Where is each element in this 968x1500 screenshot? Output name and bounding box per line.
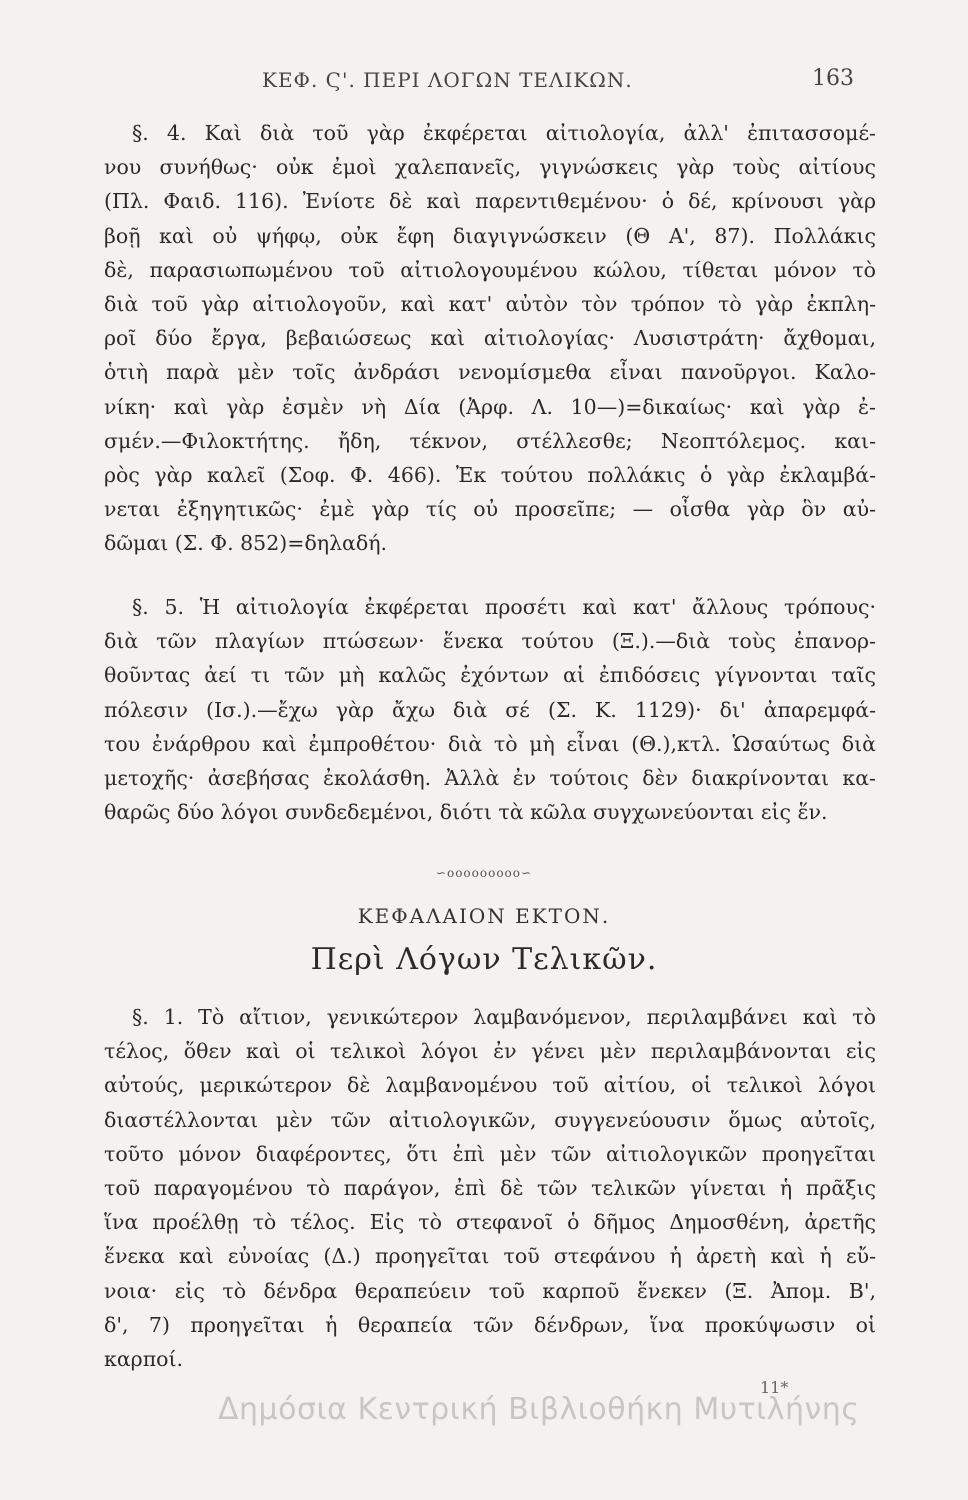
text-line: καρποί. <box>104 1347 184 1372</box>
text-line: διὰ τῶν πλαγίων πτώσεων· ἕνεκα τούτου (Ξ.).—διὰ τοὺς ἐπανορ- <box>104 629 876 654</box>
section-1-paragraph <box>104 1000 876 1376</box>
text-line: δῶμαι (Σ. Φ. 852)=δηλαδή. <box>104 531 388 556</box>
running-head: ΚΕΦ. Ϛ'. ΠΕΡΙ ΛΟΓΩΝ ΤΕΛΙΚΩΝ. <box>262 68 633 92</box>
text-line: αὐτούς, μερικώτερον δὲ λαμβανομένου τοῦ αἰτίου, οἱ τελικοὶ λόγοι <box>104 1073 876 1098</box>
text-line: νου συνήθως· οὐκ ἐμοὶ χαλεπανεῖς, γιγνώσκεις γὰρ τοὺς αἰτίους <box>104 155 876 180</box>
text-line: δ', 7) προηγεῖται ἡ θεραπεία τῶν δένδρων, ἵνα προκύψωσιν οἱ <box>104 1312 876 1337</box>
text-line: νίκη· καὶ γὰρ ἐσμὲν νὴ Δία (Ἀρφ. Λ. 10—)=δικαίως· καὶ γὰρ ἐ- <box>104 394 876 419</box>
section-4-paragraph <box>104 116 876 561</box>
text-line: §. 5. Ἡ αἰτιολογία ἐκφέρεται προσέτι καὶ κατ' ἄλλους τρόπους· <box>132 595 876 619</box>
text-line: σμέν.—Φιλοκτήτης. ἤδη, τέκνον, στέλλεσθε; Νεοπτόλεμος. και- <box>104 428 876 453</box>
text-line: θοῦντας ἀεί τι τῶν μὴ καλῶς ἐχόντων αἱ ἐπιδόσεις γίγνονται ταῖς <box>104 663 876 688</box>
text-line: διὰ τοῦ γὰρ αἰτιολογοῦν, καὶ κατ' αὐτὸν τὸν τρόπον τὸ γὰρ ἐκπλη- <box>104 292 876 317</box>
page-number: 163 <box>812 66 854 91</box>
section-5-paragraph <box>104 590 876 829</box>
chapter-title: Περὶ Λόγων Τελικῶν. <box>310 942 658 977</box>
text-line: νεται ἐξηγητικῶς· ἐμὲ γὰρ τίς οὐ προσεῖπε; — οἶσθα γὰρ ὃν αὐ- <box>104 497 876 522</box>
text-line: ρὸς γὰρ καλεῖ (Σοφ. Φ. 466). Ἐκ τούτου πολλάκις ὁ γὰρ ἐκλαμβά- <box>104 463 876 488</box>
text-line: τοῦ παραγομένου τὸ παράγον, ἐπὶ δὲ τῶν τελικῶν γίνεται ἡ πρᾶξις <box>104 1176 876 1201</box>
text-line: βοῇ καὶ οὐ ψήφῳ, οὐκ ἔφη διαγιγνώσκειν (Θ Α', 87). Πολλάκις <box>104 223 876 248</box>
text-line: πόλεσιν (Ισ.).—ἔχω γὰρ ἄχω διὰ σέ (Σ. Κ. 1129)· δι' ἀπαρεμφά- <box>104 697 876 722</box>
text-line: διαστέλλονται μὲν τῶν αἰτιολογικῶν, συγγενεύουσιν ὅμως αὐτοῖς, <box>104 1107 876 1132</box>
text-line: §. 1. Τὸ αἴτιον, γενικώτερον λαμβανόμενον, περιλαμβάνει καὶ τὸ <box>132 1005 876 1029</box>
text-line: (Πλ. Φαιδ. 116). Ἐνίοτε δὲ καὶ παρεντιθεμένου· ὁ δέ, κρίνουσι γὰρ <box>104 189 876 214</box>
signature-mark: 11* <box>760 1378 789 1397</box>
text-line: τέλος, ὅθεν καὶ οἱ τελικοὶ λόγοι ἐν γένει μὲν περιλαμβάνονται εἰς <box>104 1039 876 1064</box>
text-line: του ἐνάρθρου καὶ ἐμπροθέτου· διὰ τὸ μὴ εἶναι (Θ.),κτλ. Ὡσαύτως διὰ <box>104 731 876 756</box>
page-header <box>0 62 968 98</box>
library-stamp: Δημόσια Κεντρική Βιβλιοθήκη Μυτιλήνης <box>218 1392 860 1427</box>
text-line: ἵνα προέλθῃ τὸ τέλος. Εἰς τὸ στεφανοῖ ὁ δῆμος Δημοσθένη, ἀρετῆς <box>104 1210 876 1235</box>
text-line: ἕνεκα καὶ εὐνοίας (Δ.) προηγεῖται τοῦ στεφάνου ἡ ἀρετὴ καὶ ἡ εὔ- <box>104 1244 876 1269</box>
text-line: μετοχῆς· ἀσεβήσας ἐκολάσθη. Ἀλλὰ ἐν τούτοις δὲν διακρίνονται κα- <box>104 766 876 791</box>
section-divider-ornament: ∽ooooooooo∽ <box>435 866 533 880</box>
text-line: ὁτιὴ παρὰ μὲν τοῖς ἀνδράσι νενομίσμεθα εἶναι πανοῦργοι. Καλο- <box>104 360 876 385</box>
text-line: δὲ, παρασιωπωμένου τοῦ αἰτιολογουμένου κώλου, τίθεται μόνον τὸ <box>104 257 876 282</box>
text-line: νοια· εἰς τὸ δένδρα θεραπεύειν τοῦ καρποῦ ἕνεκεν (Ξ. Ἀπομ. Β', <box>104 1278 876 1303</box>
text-line: τοῦτο μόνον διαφέροντες, ὅτι ἐπὶ μὲν τῶν αἰτιολογικῶν προηγεῖται <box>104 1141 876 1166</box>
chapter-label: ΚΕΦΑΛΑΙΟΝ ΕΚΤΟΝ. <box>357 904 611 928</box>
text-line: §. 4. Καὶ διὰ τοῦ γὰρ ἐκφέρεται αἰτιολογία, ἀλλ' ἐπιτασσομέ- <box>132 121 876 145</box>
text-line: ροῖ δύο ἔργα, βεβαιώσεως καὶ αἰτιολογίας· Λυσιστράτη· ἄχθομαι, <box>104 326 876 351</box>
text-line: θαρῶς δύο λόγοι συνδεδεμένοι, διότι τὰ κῶλα συγχωνεύονται εἰς ἕν. <box>104 800 828 825</box>
